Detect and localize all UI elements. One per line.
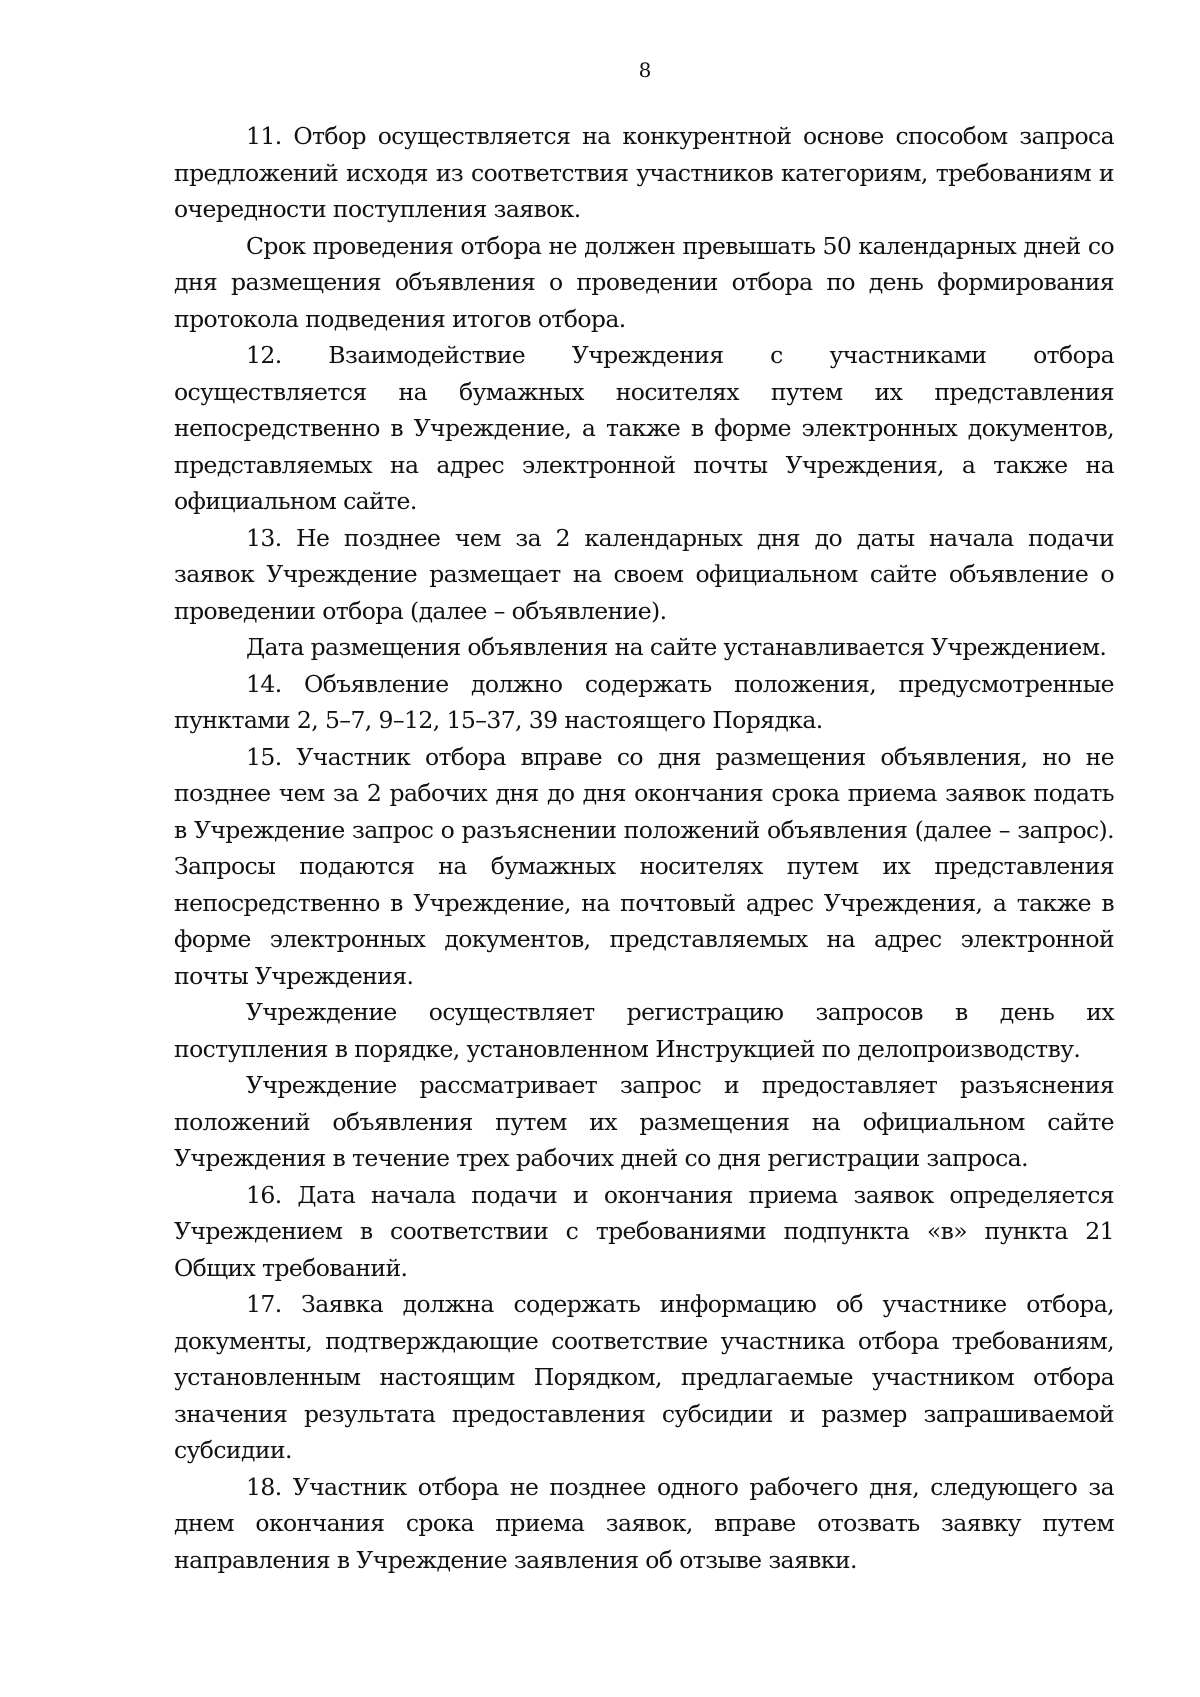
paragraph-15-registration: Учреждение осуществляет регистрацию запросов в день их поступления в порядке, установленном Инструкцией по делопроизводству. bbox=[174, 998, 1114, 1063]
paragraph-13: 13. Не позднее чем за 2 календарных дня до даты начала подачи заявок Учреждение размещает на своем официальном сайте объявление о проведении отбора (далее – объявление). bbox=[174, 523, 1114, 625]
paragraph-11: 11. Отбор осуществляется на конкурентной основе способом запроса предложений исходя из соответствия участников категориям, требованиям и очередности поступления заявок. bbox=[174, 122, 1114, 223]
paragraph-16: 16. Дата начала подачи и окончания приема заявок определяется Учреждением в соответствии с требованиями подпункта «в» пункта 21 Общих требований. bbox=[174, 1180, 1114, 1282]
paragraph-12: 12. Взаимодействие Учреждения с участниками отбора осуществляется на бумажных носителях путем их представления непосредственно в Учреждение, а также в форме электронных документов, представляемых на адрес электронной почты Учреждения, а также на официальном сайте. bbox=[174, 341, 1114, 515]
paragraph-15-clarification: Учреждение рассматривает запрос и предоставляет разъяснения положений объявления путем их размещения на официальном сайте Учреждения в течение трех рабочих дней со дня регистрации запроса. bbox=[174, 1071, 1114, 1172]
document-body bbox=[174, 118, 1114, 1578]
paragraph-17: 17. Заявка должна содержать информацию об участнике отбора, документы, подтверждающие соответствие участника отбора требованиям, установленным настоящим Порядком, предлагаемые участником отбора значения результата предоставления субсидии и размер запрашиваемой субсидии. bbox=[174, 1290, 1114, 1464]
paragraph-15: 15. Участник отбора вправе со дня размещения объявления, но не позднее чем за 2 рабочих дня до дня окончания срока приема заявок подать в Учреждение запрос о разъяснении положений объявления (далее – запрос). Запросы подаются на бумажных носителях путем их представления непосредственно в Учреждение, на почтовый адрес Учреждения, а также в форме электронных документов, представляемых на адрес электронной почты Учреждения. bbox=[174, 742, 1114, 990]
paragraph-11-term: Срок проведения отбора не должен превышать 50 календарных дней со дня размещения объявления о проведении отбора по день формирования протокола подведения итогов отбора. bbox=[174, 231, 1114, 333]
page-number: 8 bbox=[638, 58, 652, 82]
paragraph-13-date: Дата размещения объявления на сайте устанавливается Учреждением. bbox=[246, 633, 1107, 661]
paragraph-14: 14. Объявление должно содержать положения, предусмотренные пунктами 2, 5–7, 9–12, 15–37, 39 настоящего Порядка. bbox=[174, 669, 1114, 734]
paragraph-18: 18. Участник отбора не позднее одного рабочего дня, следующего за днем окончания срока приема заявок, вправе отозвать заявку путем направления в Учреждение заявления об отзыве заявки. bbox=[174, 1472, 1114, 1574]
